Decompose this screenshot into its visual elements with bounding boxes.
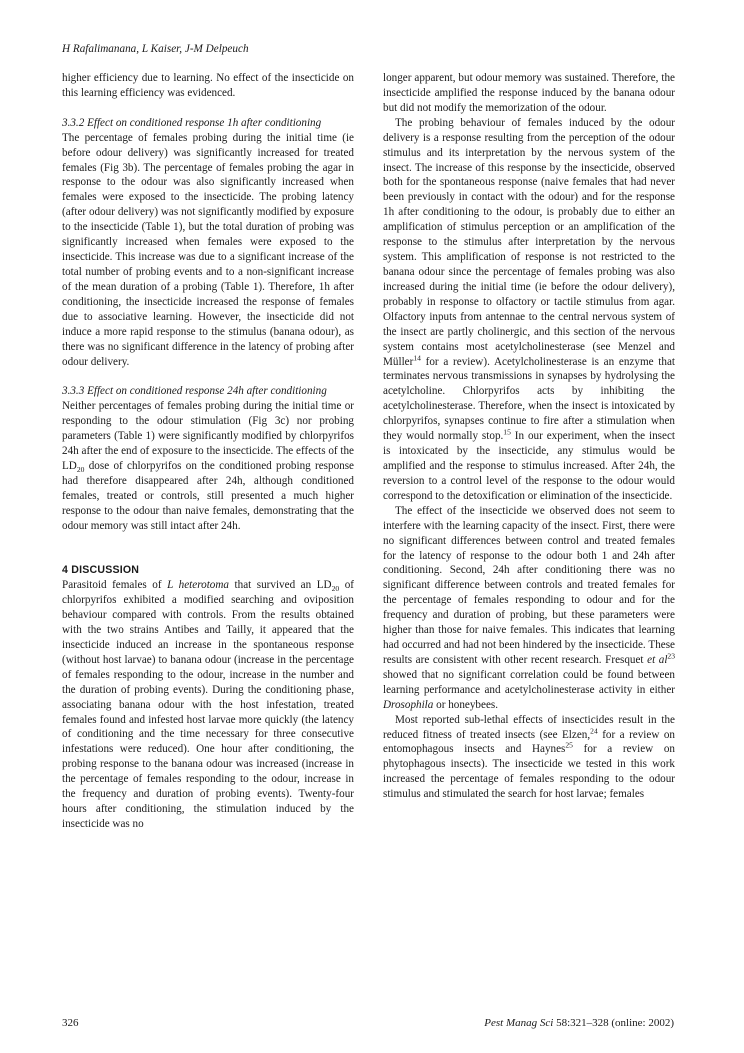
reference-25: 25 — [565, 740, 573, 750]
page-number: 326 — [62, 1017, 79, 1029]
paragraph-learning-capacity: The effect of the insecticide we observed does not seem to interfere with the learning capacity of the insect. First, there were no significant differences between control and treated females for the latency of response to the odour both 1 and 24h after conditioning. Second, 24h after conditioning there was no significant difference between controls and treated females for the percentage of females responding to odour and for the frequency and duration of probing, but these parameters were higher than those for naive females. This indicates that learning had occurred and had not been hindered by the insecticide. These results are consistent with other recent research. Fresquet et $al^{23}$ showed that no significant correlation could be found between learning performance and acetylcholinesterase activity in either Drosophila or honeybees. — [383, 504, 675, 711]
reference-24: 24 — [590, 725, 598, 735]
paragraph-intro: higher efficiency due to learning. No effect of the insecticide on this learning efficiency was evidenced. — [62, 72, 354, 99]
running-head-authors: H Rafalimanana, L Kaiser, J-M Delpeuch — [62, 43, 249, 55]
paragraph-probing-behaviour: The probing behaviour of females induced by the odour delivery is a response resulting from the perception of the odour stimulus and its interpretation by the nervous system of the insect. The increase of this response by the insecticide, observed both for the spontaneous response (naive females that had never been previously in contact with the odour) and for the response 1h after conditioning to the odour, is probably due to either an amplification of stimulus perception or an amplification of the response to the stimulus after interpretation by the nervous system. This amplification of response is not restricted to the banana odour since the percentage of females probing was also increased during the initial time (ie before the odour delivery), probably in response to olfactory or tactile stimulus from agar. Olfactory inputs from antennae to the central nervous system of the insect are partly cholinergic, and this section of the nervous system contains most acetylcholinesterase (see Menzel and Müller$^{14}$ for a review). Acetylcholinesterase is an enzyme that terminates nervous transmissions in synapses by hydrolysing the acetylcholine. Chlorpyrifos acts by inhibiting the acetylcholinesterase. Therefore, when the insect is intoxicated by chlorpyrifos, synapses continue to fire after a stimulation when they would normally stop.$^{15}$ In our experiment, when the insect is intoxicated by the insecticide, any stimulus would be amplified and the response to stimulus increased. After 24h, the reversion to a control level of the response to the odour would correspond to the detoxification or elimination of the insecticide. — [383, 116, 675, 502]
paragraph-discussion-1: Parasitoid females of L heterotoma that survived an $LD_{20}$ of chlorpyrifos exhibited a modified searching and oviposition behaviour compared with controls. From the results obtained with the two strains Antibes and Tailly, it appeared that the insecticide induced an increase in the spontaneous response (without host larvae) to banana odour (increase in the percentage of females responding to the odour, increase in the number and the duration of probing events). During the conditioning phase, associating banana odour with the host infestation, treated females found and infested host larvae more quickly (the latency of conditioning and the time necessary for three consecutive infestations were reduced). One hour after conditioning, the probing response to the banana odour was increased (increase in the percentage of females responding to the odour, increase in the frequency and duration of probing events). Twenty-four hours after conditioning, the stimulation induced by the insecticide was no — [62, 579, 354, 831]
paragraph-3-3-3: Neither percentages of females probing during the initial time or responding to the odour stimulation (Fig 3c) nor probing parameters (Table 1) were significantly modified by chlorpyrifos 24h after the end of exposure to the insecticide. The effects of the $LD_{20}$ dose of chlorpyrifos on the conditioned probing response had therefore disappeared after 24h, although conditioned females, treated or controls, still presented a much higher response to the odour than naive females, demonstrating that the odour memory was still intact after 24h. — [62, 400, 354, 532]
reference-15: 15 — [503, 427, 511, 437]
paragraph-continued: longer apparent, but odour memory was sustained. Therefore, the insecticide amplified the response induced by the banana odour but did not modify the memorization of the odour. — [383, 72, 675, 114]
paragraph-3-3-2: The percentage of females probing during the initial time (ie before odour delivery) was significantly increased for treated females (Fig 3b). The percentage of females probing the agar in response to the odour was also significantly increased when females were exposed to the insecticide. The probing latency (after odour delivery) was not significantly modified by exposure to the insecticide (Table 1), but the total duration of probing was significantly increased when females were exposed to the insecticide. This increase was due to a significant increase of the total number of probing events and to a non-significant increase of the mean duration of a probing (Table 1). Therefore, 1h after conditioning, the insecticide increased the response of females due to associative learning. However, the insecticide did not induce a more rapid response to the stimulus (banana odour), as there was no significant difference in the latency of probing after odour delivery. — [62, 131, 354, 368]
left-column — [62, 71, 354, 832]
reference-23: 23 — [667, 651, 675, 661]
journal-citation: Pest Manag Sci 58:321–328 (online: 2002) — [484, 1017, 674, 1029]
right-column — [383, 71, 675, 802]
subsection-heading-3-3-2: 3.3.2 Effect on conditioned response 1h after conditioning — [62, 116, 322, 129]
paragraph-sublethal-effects: Most reported sub-lethal effects of insecticides result in the reduced fitness of treated insects (see Elzen,$^{24}$ for a review on entomophagous insects and Haynes$^{25}$ for a review on phytophagous insects). The insecticide we tested in this work increased the percentage of females responding to the odour stimulus and stimulated the search for host larvae; females — [383, 713, 675, 801]
section-heading-discussion: 4 DISCUSSION — [62, 564, 140, 577]
subsection-heading-3-3-3: 3.3.3 Effect on conditioned response 24h after conditioning — [62, 385, 327, 398]
reference-14: 14 — [413, 352, 421, 362]
